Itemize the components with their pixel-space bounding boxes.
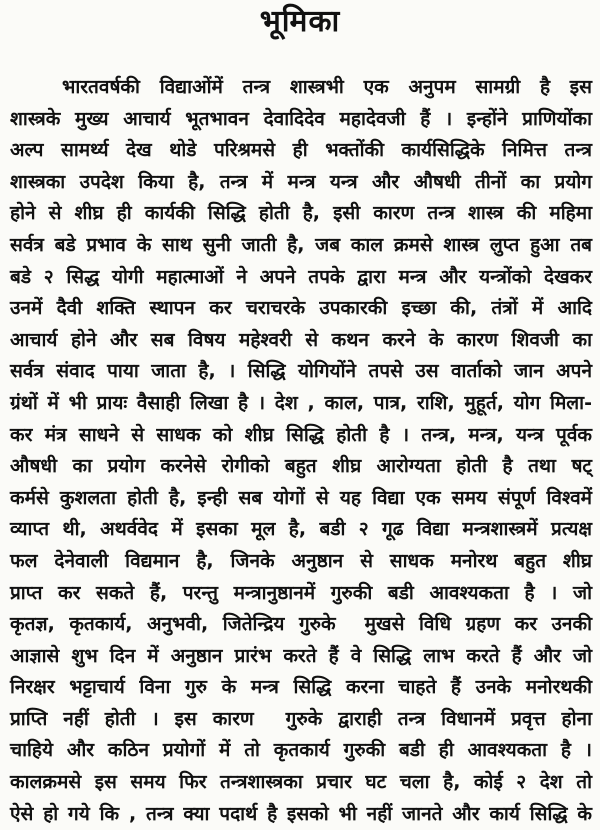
text-line: [10, 578, 592, 610]
text-line: [10, 672, 592, 704]
text-line: [10, 704, 592, 736]
text-line-content: प्राप्त कर सकते हैं, परन्तु मन्त्रानुष्ठानमें गुरुकी बडी आवश्यकता है । जो: [10, 581, 592, 604]
preface-body: [10, 72, 592, 830]
text-line: [10, 641, 592, 673]
text-line-content: ऐसे हो गये कि , तन्त्र क्या पदार्थ है इसको भी नहीं जानते और कार्य सिद्धि के: [10, 802, 592, 825]
text-line: [10, 799, 592, 830]
text-line: [10, 483, 592, 515]
text-line-content: व्याप्त थी, अथर्ववेद में इसका मूल है, बडी २ गूढ विद्या मन्त्रशास्त्रमें प्रत्यक्ष: [10, 518, 592, 541]
text-line-content: कर्मसे कुशलता होती है, इन्ही सब योगों से यह विद्या एक समय संपूर्ण विश्वमें: [10, 486, 592, 509]
text-line-content: आज्ञासे शुभ दिन में अनुष्ठान प्रारंभ करते हैं वे सिद्धि लाभ करते हैं और जो: [10, 644, 592, 667]
text-line: [10, 451, 592, 483]
text-line: [10, 514, 592, 546]
text-line: [10, 546, 592, 578]
text-line-content: अल्प सामर्थ्य देख थोडे परिश्रमसे ही भक्तोंकी कार्यसिद्धिके निमित्त तन्त्र: [10, 139, 592, 162]
text-line: [10, 356, 592, 388]
text-line-content: भारतवर्षकी विद्याओंमें तन्त्र शास्त्रभी एक अनुपम सामग्री है इस: [62, 76, 592, 98]
text-line: [10, 72, 592, 104]
text-line-content: होने से शीघ्र ही कार्यकी सिद्धि होती है, इसी कारण तन्त्र शास्त्र की महिमा: [10, 202, 592, 225]
text-line-content: प्राप्ति नहीं होती । इस कारण गुरुके द्वाराही तन्त्र विधानमें प्रवृत्त होना: [10, 707, 592, 730]
text-line: [10, 198, 592, 230]
text-line-content: ग्रंथों में भी प्रायः वैसाही लिखा है । देश , काल, पात्र, राशि, मुहूर्त, योग मिला-: [10, 391, 592, 414]
text-line: [10, 388, 592, 420]
text-line-content: सर्वत्र बडे प्रभाव के साथ सुनी जाती है, जब काल क्रमसे शास्त्र लुप्त हुआ तब: [10, 233, 592, 256]
text-line-content: आचार्य होने और सब विषय महेश्वरी से कथन करने के कारण शिवजी का: [10, 328, 592, 351]
text-line-content: उनमें दैवी शक्ति स्थापन कर चराचरके उपकारकी इच्छा की, तंत्रों में आदि: [10, 297, 592, 320]
text-line-content: कृतज्ञ, कृतकार्य, अनुभवी, जितेन्द्रिय गुरुके मुखसे विधि ग्रहण कर उनकी: [10, 613, 592, 636]
text-line-content: कालक्रमसे इस समय फिर तन्त्रशास्त्रका प्रचार घट चला है, कोई २ देश तो: [10, 771, 592, 794]
text-line-content: निरक्षर भट्टाचार्य विना गुरु के मन्त्र सिद्धि करना चाहते हैं उनके मनोरथकी: [10, 676, 592, 699]
text-line: [10, 262, 592, 294]
text-line: [10, 325, 592, 357]
text-line: [10, 420, 592, 452]
text-line-content: फल देनेवाली विद्यमान है, जिनके अनुष्ठान से साधक मनोरथ बहुत शीघ्र: [10, 549, 592, 572]
text-line-content: बडे २ सिद्ध योगी महात्माओं ने अपने तपके द्वारा मन्त्र और यन्त्रोंको देखकर: [10, 265, 592, 288]
text-line-content: शास्त्रके मुख्य आचार्य भूतभावन देवादिदेव महादेवजी हैं । इन्होंने प्राणियोंका: [10, 107, 592, 130]
text-line-content: शास्त्रका उपदेश किया है, तन्त्र में मन्त्र यन्त्र और औषधी तीनों का प्रयोग: [10, 170, 592, 193]
page-title: भूमिका: [259, 4, 341, 39]
text-line: [10, 167, 592, 199]
text-line: [10, 230, 592, 262]
text-line-content: चाहिये और कठिन प्रयोगों में तो कृतकार्य गुरुकी बडी ही आवश्यकता है ।: [10, 739, 592, 762]
text-line: [10, 735, 592, 767]
text-line-content: औषधी का प्रयोग करनेसे रोगीको बहुत शीघ्र आरोग्यता होती है तथा षट्: [10, 455, 592, 478]
text-line: [10, 609, 592, 641]
text-line: [10, 767, 592, 799]
text-line-content: सर्वत्र संवाद पाया जाता है, । सिद्धि योगियोंने तपसे उस वार्ताको जान अपने: [10, 360, 592, 383]
text-line: [10, 293, 592, 325]
text-line: [10, 104, 592, 136]
text-line-content: कर मंत्र साधने से साधक को शीघ्र सिद्धि होती है । तन्त्र, मन्त्र, यन्त्र पूर्वक: [10, 423, 592, 446]
text-line: [10, 135, 592, 167]
